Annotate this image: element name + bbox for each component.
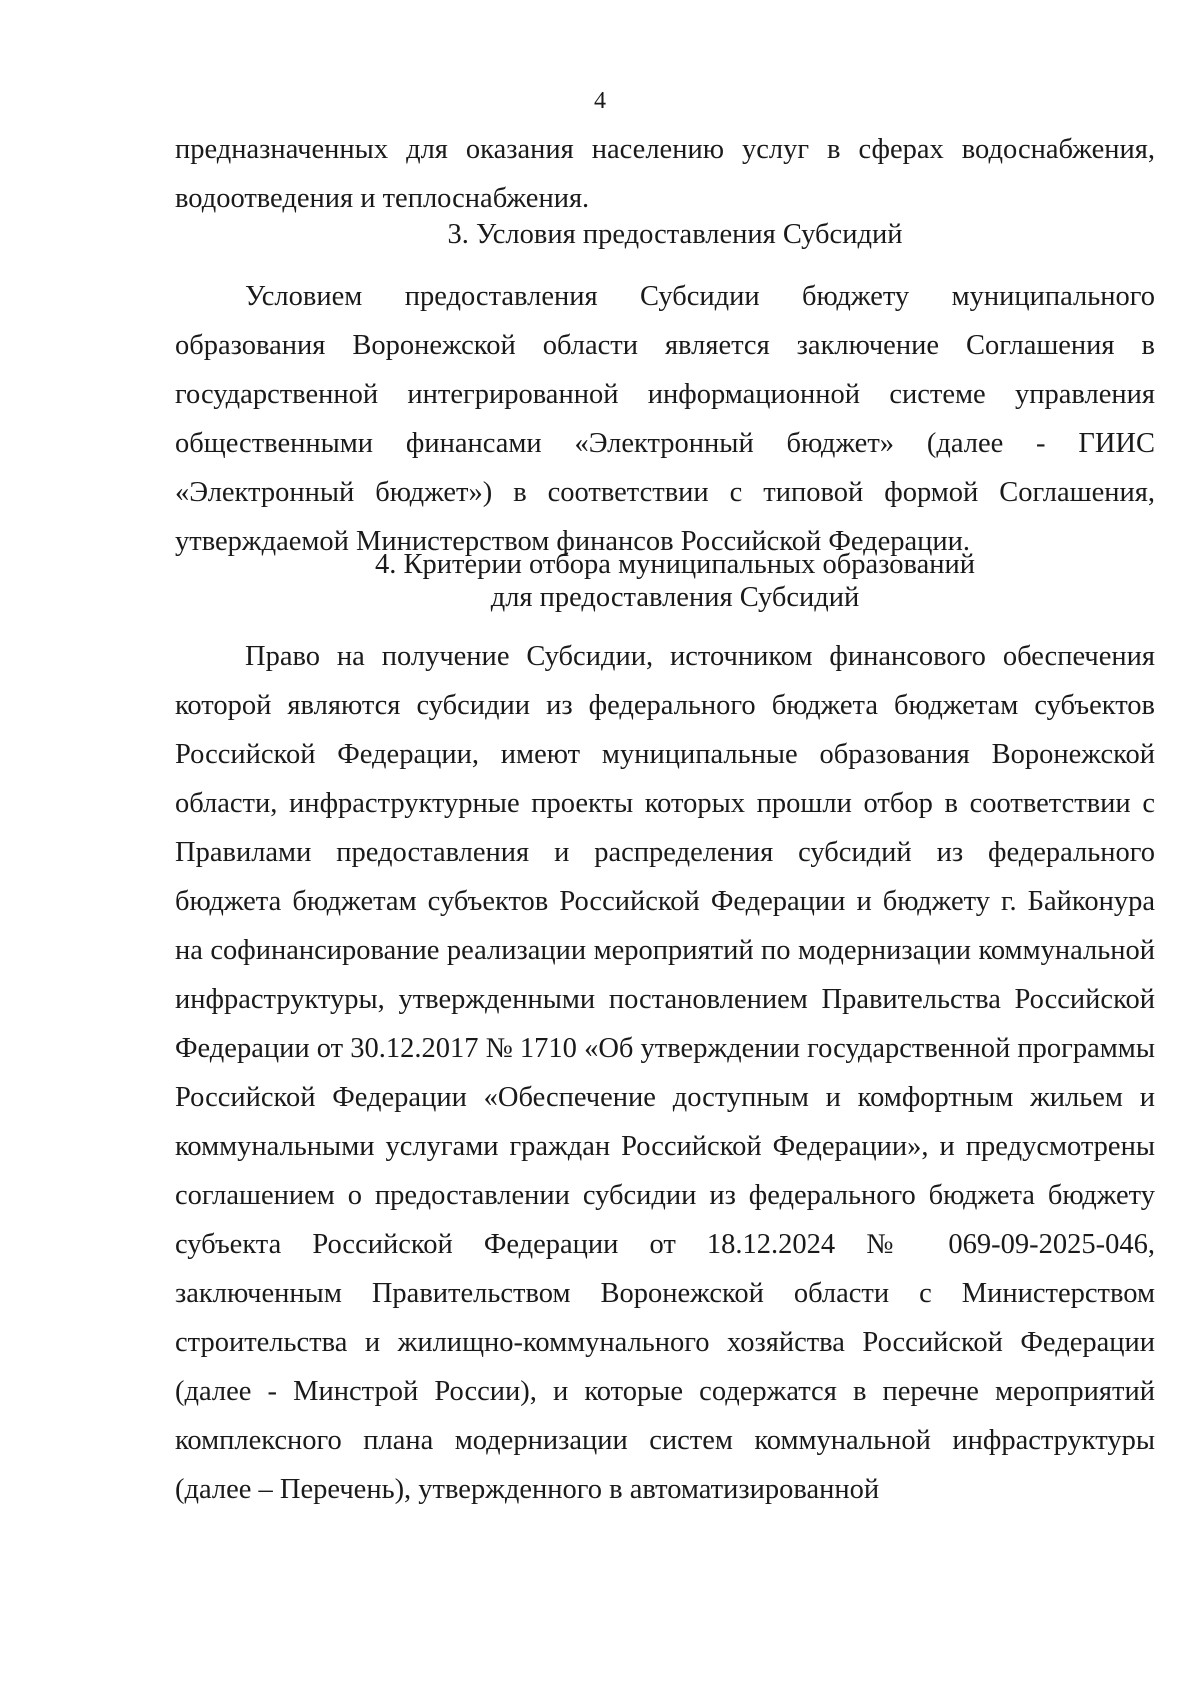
section-4-heading-line-2: для предоставления Субсидий (490, 582, 860, 613)
page-number: 4 (594, 88, 606, 114)
section-3-paragraph: Условием предоставления Субсидии бюджету муниципального образования Воронежской области является заключение Соглашения в государственной интегрированной информационной системе управления общественными финансами «Электронный бюджет» (далее - ГИИС «Электронный бюджет») в соответствии с типовой формой Соглашения, утверждаемой Министерством финансов Российской Федерации. (175, 281, 1155, 557)
section-4-heading-line-1: 4. Критерии отбора муниципальных образований (374, 549, 976, 580)
section-3-heading-text: 3. Условия предоставления Субсидий (447, 219, 903, 250)
section-3-heading (175, 218, 1175, 251)
intro-paragraph: предназначенных для оказания населению услуг в сферах водоснабжения, водоотведения и теплоснабжения. (175, 134, 1155, 214)
section-4-paragraph: Право на получение Субсидии, источником финансового обеспечения которой являются субсидии из федерального бюджета бюджетам субъектов Российской Федерации, имеют муниципальные образования Воронежской области, инфраструктурные проекты которых прошли отбор в соответствии с Правилами предоставления и распределения субсидий из федерального бюджета бюджетам субъектов Российской Федерации и бюджету г. Байконура на софинансирование реализации мероприятий по модернизации коммунальной инфраструктуры, утвержденными постановлением Правительства Российской Федерации от 30.12.2017 № 1710 «Об утверждении государственной программы Российской Федерации «Обеспечение доступным и комфортным жильем и коммунальными услугами граждан Российской Федерации», и предусмотрены соглашением о предоставлении субсидии из федерального бюджета бюджету субъекта Российской Федерации от 18.12.2024 № 069-09-2025-046, заключенным Правительством Воронежской области с Министерством строительства и жилищно-коммунального хозяйства Российской Федерации (далее - Минстрой России), и которые содержатся в перечне мероприятий комплексного плана модернизации систем коммунальной инфраструктуры (далее – Перечень), утвержденного в автоматизированной (175, 641, 1155, 1505)
section-4-heading (175, 548, 1175, 614)
section-4-text (175, 632, 1155, 1514)
section-3-text (175, 272, 1155, 566)
intro-text (175, 125, 1155, 223)
